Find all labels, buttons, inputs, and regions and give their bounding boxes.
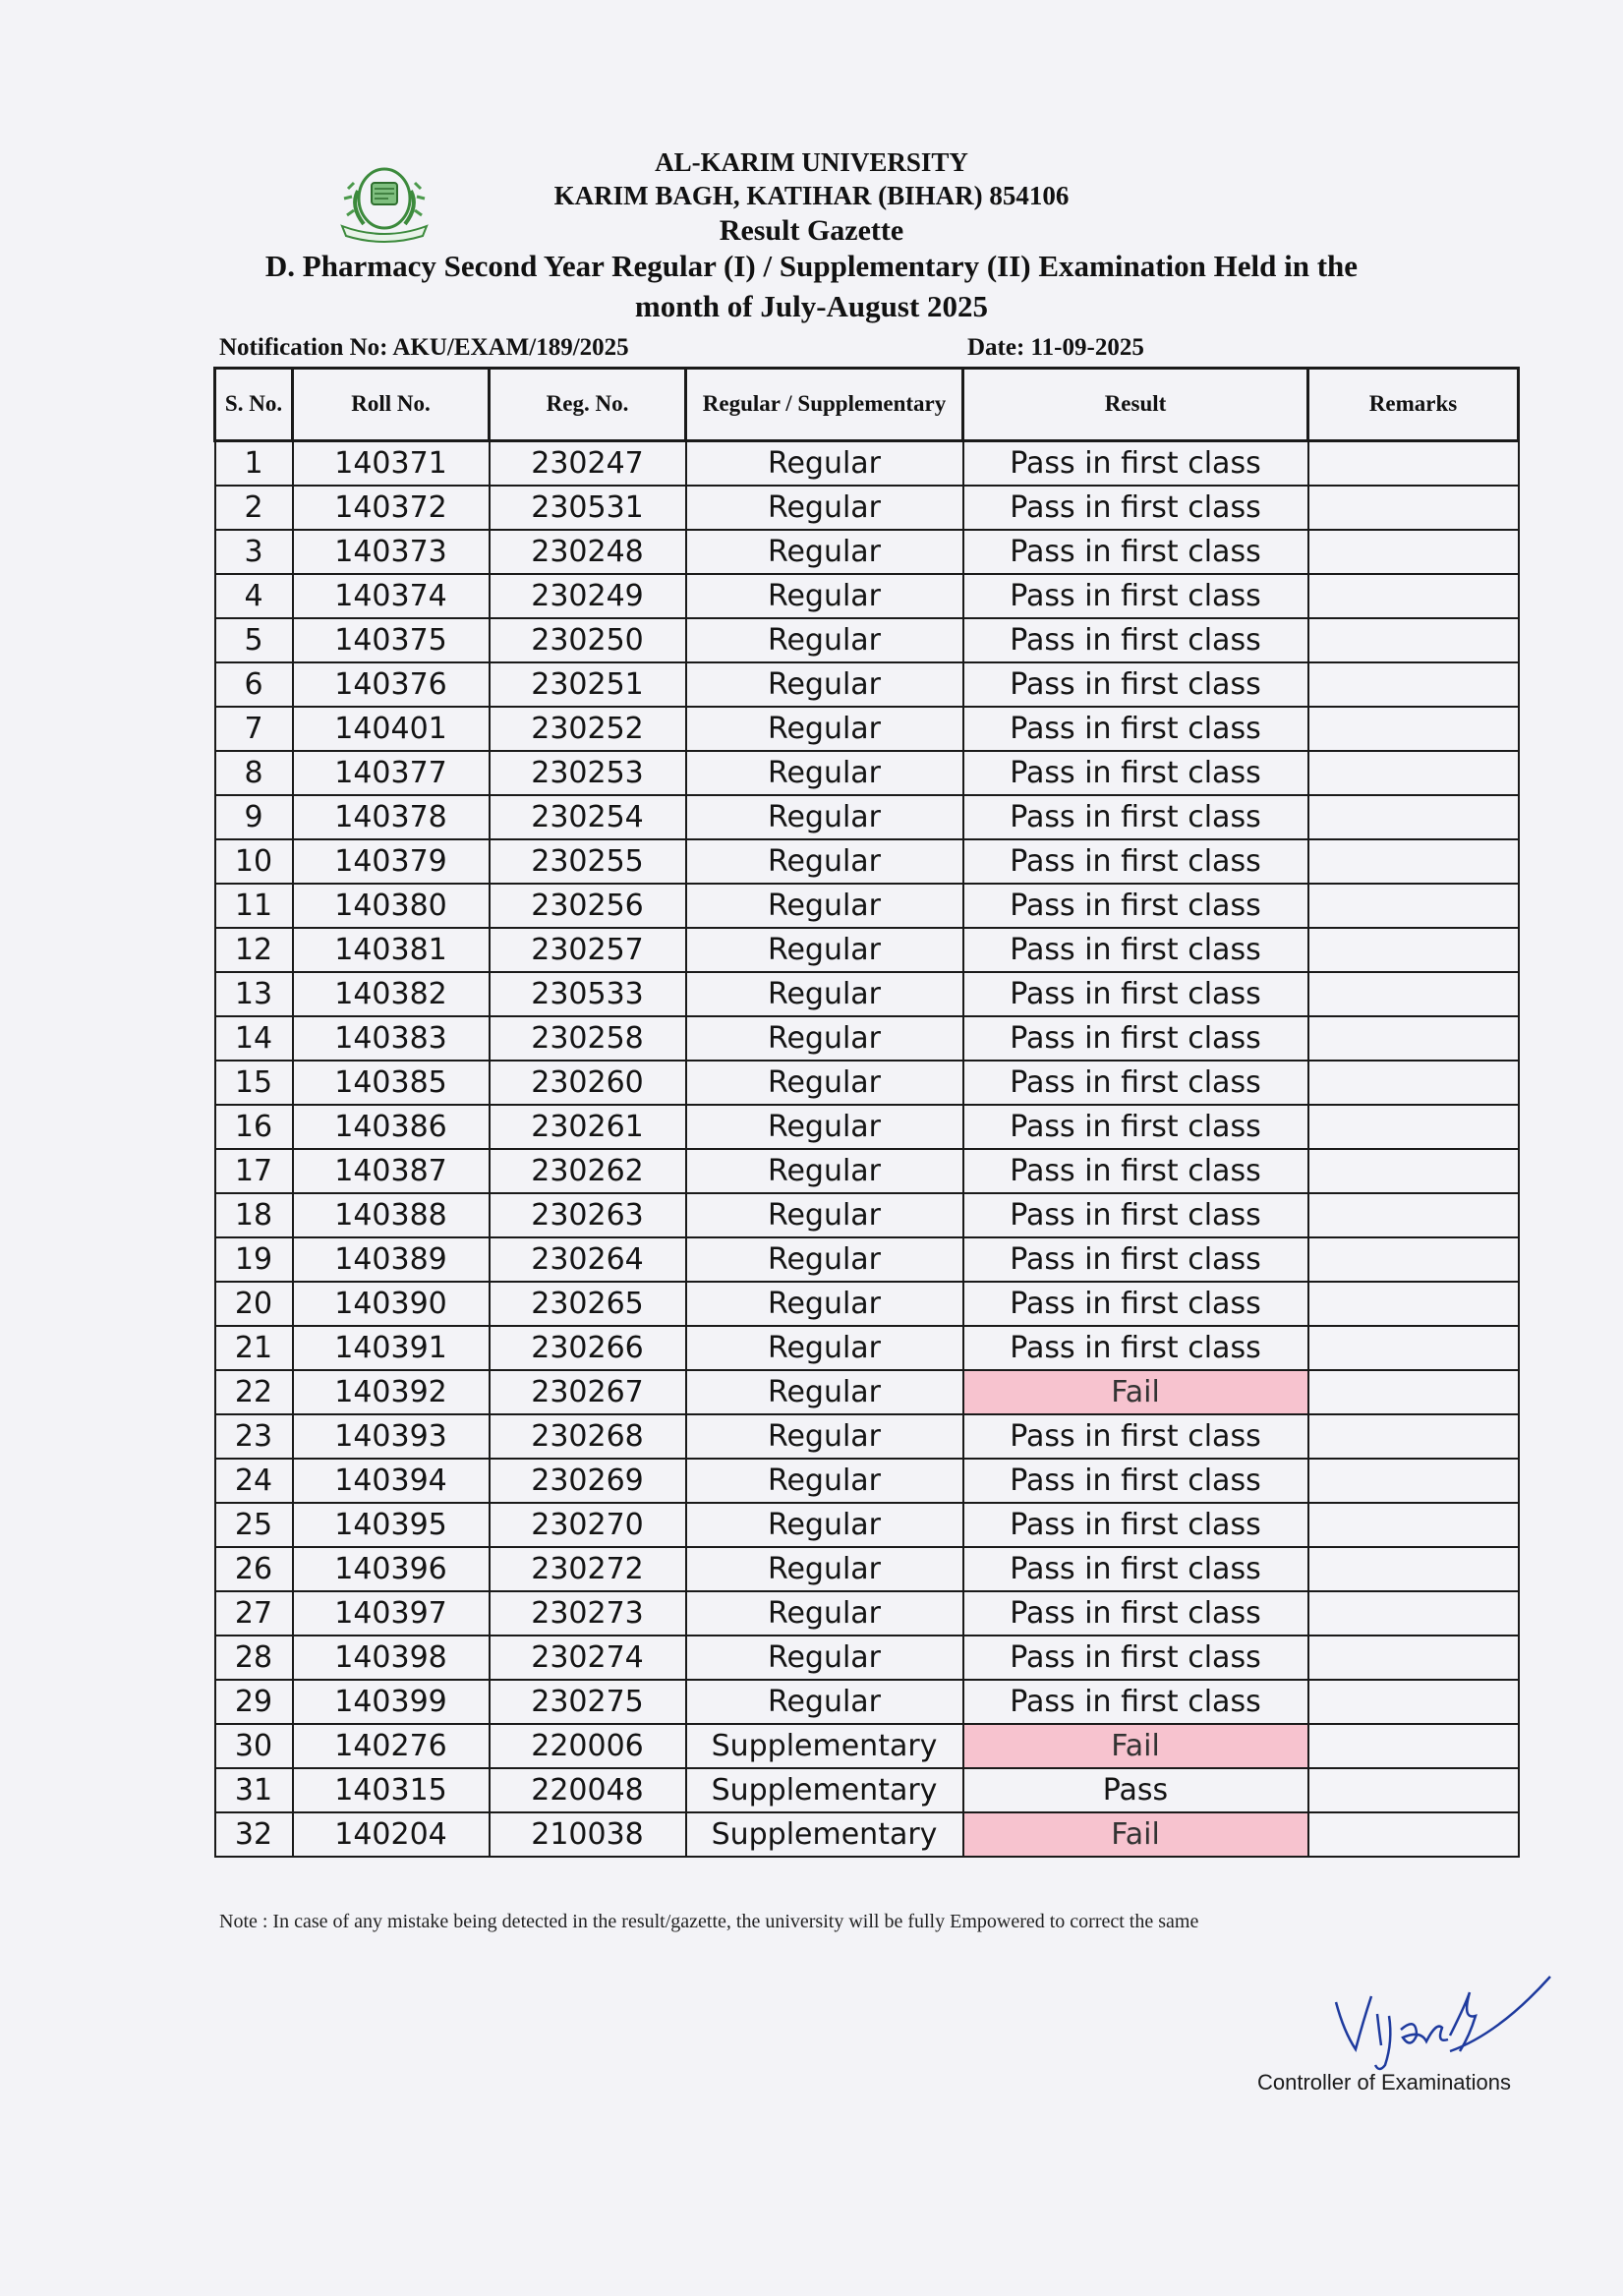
cell-exam-type: Regular (686, 1636, 963, 1680)
table-row (215, 1680, 1519, 1724)
cell-reg-no: 230263 (490, 1193, 686, 1237)
cell-sno: 14 (215, 1016, 293, 1061)
cell-sno: 29 (215, 1680, 293, 1724)
cell-reg-no: 230269 (490, 1459, 686, 1503)
cell-remarks (1308, 1547, 1519, 1591)
cell-exam-type: Regular (686, 1459, 963, 1503)
cell-reg-no: 230256 (490, 884, 686, 928)
cell-sno: 3 (215, 530, 293, 574)
cell-roll-no: 140399 (293, 1680, 490, 1724)
notification-date: Date: 11-09-2025 (967, 334, 1144, 361)
cell-remarks (1308, 1503, 1519, 1547)
cell-result: Pass in first class (963, 884, 1308, 928)
cell-remarks (1308, 486, 1519, 530)
column-header-roll: Roll No. (293, 369, 490, 441)
cell-roll-no: 140397 (293, 1591, 490, 1636)
cell-roll-no: 140379 (293, 839, 490, 884)
table-row (215, 972, 1519, 1016)
cell-result: Pass in first class (963, 1459, 1308, 1503)
cell-exam-type: Regular (686, 972, 963, 1016)
table-row (215, 1768, 1519, 1812)
results-table (213, 367, 1520, 1858)
cell-roll-no: 140394 (293, 1459, 490, 1503)
cell-exam-type: Regular (686, 1503, 963, 1547)
cell-sno: 25 (215, 1503, 293, 1547)
table-row (215, 441, 1519, 487)
cell-sno: 19 (215, 1237, 293, 1282)
cell-roll-no: 140375 (293, 618, 490, 662)
cell-result: Pass in first class (963, 1414, 1308, 1459)
cell-result: Pass in first class (963, 1591, 1308, 1636)
cell-result: Pass in first class (963, 1061, 1308, 1105)
table-row (215, 1282, 1519, 1326)
table-row (215, 1193, 1519, 1237)
cell-roll-no: 140276 (293, 1724, 490, 1768)
cell-exam-type: Regular (686, 795, 963, 839)
cell-reg-no: 230247 (490, 441, 686, 487)
cell-reg-no: 230261 (490, 1105, 686, 1149)
cell-result: Pass in first class (963, 972, 1308, 1016)
cell-remarks (1308, 795, 1519, 839)
table-row (215, 574, 1519, 618)
table-row (215, 1636, 1519, 1680)
column-header-sno: S. No. (215, 369, 293, 441)
cell-remarks (1308, 1105, 1519, 1149)
cell-result: Pass in first class (963, 1503, 1308, 1547)
cell-remarks (1308, 1636, 1519, 1680)
cell-roll-no: 140204 (293, 1812, 490, 1857)
cell-reg-no: 230268 (490, 1414, 686, 1459)
cell-remarks (1308, 1414, 1519, 1459)
table-row (215, 1326, 1519, 1370)
cell-reg-no: 230260 (490, 1061, 686, 1105)
cell-exam-type: Regular (686, 928, 963, 972)
cell-sno: 22 (215, 1370, 293, 1414)
cell-sno: 32 (215, 1812, 293, 1857)
cell-exam-type: Regular (686, 1061, 963, 1105)
cell-result: Pass (963, 1768, 1308, 1812)
cell-reg-no: 230248 (490, 530, 686, 574)
cell-sno: 5 (215, 618, 293, 662)
cell-exam-type: Regular (686, 1414, 963, 1459)
cell-reg-no: 230266 (490, 1326, 686, 1370)
cell-remarks (1308, 1591, 1519, 1636)
cell-sno: 27 (215, 1591, 293, 1636)
cell-reg-no: 230262 (490, 1149, 686, 1193)
cell-remarks (1308, 618, 1519, 662)
table-row (215, 884, 1519, 928)
cell-remarks (1308, 1812, 1519, 1857)
cell-sno: 23 (215, 1414, 293, 1459)
cell-exam-type: Regular (686, 1105, 963, 1149)
cell-result: Pass in first class (963, 751, 1308, 795)
cell-roll-no: 140396 (293, 1547, 490, 1591)
signatory-title: Controller of Examinations (1257, 2070, 1512, 2095)
table-row (215, 1591, 1519, 1636)
cell-reg-no: 230274 (490, 1636, 686, 1680)
cell-exam-type: Regular (686, 707, 963, 751)
cell-result: Pass in first class (963, 707, 1308, 751)
cell-remarks (1308, 530, 1519, 574)
cell-sno: 31 (215, 1768, 293, 1812)
cell-result: Pass in first class (963, 662, 1308, 707)
cell-result: Pass in first class (963, 618, 1308, 662)
cell-remarks (1308, 1016, 1519, 1061)
cell-remarks (1308, 574, 1519, 618)
cell-sno: 11 (215, 884, 293, 928)
cell-reg-no: 230272 (490, 1547, 686, 1591)
cell-exam-type: Regular (686, 441, 963, 487)
cell-result: Pass in first class (963, 1105, 1308, 1149)
cell-exam-type: Supplementary (686, 1768, 963, 1812)
cell-sno: 10 (215, 839, 293, 884)
column-header-type: Regular / Supplementary (686, 369, 963, 441)
cell-remarks (1308, 1061, 1519, 1105)
cell-roll-no: 140391 (293, 1326, 490, 1370)
cell-exam-type: Regular (686, 1016, 963, 1061)
cell-roll-no: 140382 (293, 972, 490, 1016)
cell-remarks (1308, 662, 1519, 707)
cell-result: Pass in first class (963, 486, 1308, 530)
table-row (215, 707, 1519, 751)
cell-exam-type: Regular (686, 662, 963, 707)
cell-reg-no: 230250 (490, 618, 686, 662)
table-row (215, 1503, 1519, 1547)
cell-remarks (1308, 1724, 1519, 1768)
notification-number: Notification No: AKU/EXAM/189/2025 (219, 334, 629, 361)
cell-reg-no: 220006 (490, 1724, 686, 1768)
cell-result: Pass in first class (963, 795, 1308, 839)
table-row (215, 795, 1519, 839)
cell-result: Pass in first class (963, 1149, 1308, 1193)
cell-roll-no: 140398 (293, 1636, 490, 1680)
cell-exam-type: Regular (686, 1680, 963, 1724)
cell-roll-no: 140376 (293, 662, 490, 707)
table-row (215, 530, 1519, 574)
cell-reg-no: 210038 (490, 1812, 686, 1857)
cell-sno: 17 (215, 1149, 293, 1193)
cell-reg-no: 230251 (490, 662, 686, 707)
cell-exam-type: Regular (686, 884, 963, 928)
cell-reg-no: 230275 (490, 1680, 686, 1724)
cell-sno: 4 (215, 574, 293, 618)
cell-roll-no: 140383 (293, 1016, 490, 1061)
cell-result: Pass in first class (963, 1680, 1308, 1724)
cell-remarks (1308, 928, 1519, 972)
cell-sno: 26 (215, 1547, 293, 1591)
column-header-remarks: Remarks (1308, 369, 1519, 441)
cell-roll-no: 140385 (293, 1061, 490, 1105)
cell-sno: 12 (215, 928, 293, 972)
cell-result: Pass in first class (963, 928, 1308, 972)
cell-remarks (1308, 972, 1519, 1016)
table-row (215, 486, 1519, 530)
exam-title-line2: month of July-August 2025 (634, 289, 989, 323)
cell-result: Pass in first class (963, 1237, 1308, 1282)
cell-roll-no: 140401 (293, 707, 490, 751)
table-row (215, 751, 1519, 795)
cell-sno: 13 (215, 972, 293, 1016)
cell-exam-type: Regular (686, 1370, 963, 1414)
cell-sno: 7 (215, 707, 293, 751)
cell-reg-no: 230258 (490, 1016, 686, 1061)
disclaimer-note: Note : In case of any mistake being detected in the result/gazette, the university will be fully Empowered to correct the same (219, 1911, 1199, 1932)
cell-result: Pass in first class (963, 1016, 1308, 1061)
cell-exam-type: Regular (686, 839, 963, 884)
cell-exam-type: Regular (686, 751, 963, 795)
table-row (215, 1149, 1519, 1193)
cell-result: Fail (963, 1812, 1308, 1857)
cell-remarks (1308, 884, 1519, 928)
cell-sno: 15 (215, 1061, 293, 1105)
cell-result: Pass in first class (963, 1636, 1308, 1680)
table-row (215, 1812, 1519, 1857)
cell-roll-no: 140395 (293, 1503, 490, 1547)
cell-exam-type: Regular (686, 1326, 963, 1370)
cell-exam-type: Regular (686, 486, 963, 530)
cell-exam-type: Regular (686, 1237, 963, 1282)
cell-remarks (1308, 707, 1519, 751)
table-row (215, 1414, 1519, 1459)
cell-remarks (1308, 1370, 1519, 1414)
cell-result: Pass in first class (963, 839, 1308, 884)
cell-reg-no: 230265 (490, 1282, 686, 1326)
cell-remarks (1308, 1459, 1519, 1503)
cell-roll-no: 140390 (293, 1282, 490, 1326)
cell-sno: 16 (215, 1105, 293, 1149)
cell-result: Pass in first class (963, 1282, 1308, 1326)
university-address: KARIM BAGH, KATIHAR (BIHAR) 854106 (553, 181, 1070, 210)
cell-reg-no: 230253 (490, 751, 686, 795)
cell-roll-no: 140380 (293, 884, 490, 928)
cell-remarks (1308, 751, 1519, 795)
table-row (215, 928, 1519, 972)
cell-sno: 1 (215, 441, 293, 487)
column-header-reg: Reg. No. (490, 369, 686, 441)
cell-result: Pass in first class (963, 1547, 1308, 1591)
table-row (215, 1237, 1519, 1282)
cell-result: Fail (963, 1370, 1308, 1414)
document-title: Result Gazette (719, 214, 904, 247)
cell-exam-type: Regular (686, 1591, 963, 1636)
table-row (215, 1016, 1519, 1061)
cell-roll-no: 140372 (293, 486, 490, 530)
cell-remarks (1308, 839, 1519, 884)
cell-reg-no: 220048 (490, 1768, 686, 1812)
cell-roll-no: 140387 (293, 1149, 490, 1193)
cell-remarks (1308, 1237, 1519, 1282)
cell-exam-type: Supplementary (686, 1724, 963, 1768)
cell-result: Pass in first class (963, 1326, 1308, 1370)
cell-roll-no: 140378 (293, 795, 490, 839)
table-row (215, 662, 1519, 707)
cell-sno: 2 (215, 486, 293, 530)
cell-roll-no: 140371 (293, 441, 490, 487)
cell-result: Pass in first class (963, 574, 1308, 618)
cell-remarks (1308, 1149, 1519, 1193)
cell-remarks (1308, 1768, 1519, 1812)
cell-reg-no: 230533 (490, 972, 686, 1016)
cell-exam-type: Regular (686, 618, 963, 662)
cell-roll-no: 140389 (293, 1237, 490, 1282)
cell-reg-no: 230255 (490, 839, 686, 884)
column-header-result: Result (963, 369, 1308, 441)
table-header-row (215, 369, 1519, 441)
table-row (215, 1061, 1519, 1105)
cell-result: Pass in first class (963, 441, 1308, 487)
cell-remarks (1308, 441, 1519, 487)
cell-reg-no: 230264 (490, 1237, 686, 1282)
cell-reg-no: 230254 (490, 795, 686, 839)
cell-remarks (1308, 1193, 1519, 1237)
cell-sno: 30 (215, 1724, 293, 1768)
cell-roll-no: 140381 (293, 928, 490, 972)
cell-result: Pass in first class (963, 1193, 1308, 1237)
cell-reg-no: 230252 (490, 707, 686, 751)
cell-sno: 24 (215, 1459, 293, 1503)
cell-exam-type: Regular (686, 530, 963, 574)
cell-exam-type: Supplementary (686, 1812, 963, 1857)
cell-exam-type: Regular (686, 1282, 963, 1326)
cell-roll-no: 140373 (293, 530, 490, 574)
cell-reg-no: 230270 (490, 1503, 686, 1547)
cell-sno: 21 (215, 1326, 293, 1370)
cell-reg-no: 230531 (490, 486, 686, 530)
cell-result: Pass in first class (963, 530, 1308, 574)
cell-roll-no: 140392 (293, 1370, 490, 1414)
cell-sno: 8 (215, 751, 293, 795)
cell-result: Fail (963, 1724, 1308, 1768)
cell-sno: 9 (215, 795, 293, 839)
cell-roll-no: 140374 (293, 574, 490, 618)
cell-exam-type: Regular (686, 1193, 963, 1237)
cell-roll-no: 140393 (293, 1414, 490, 1459)
university-name: AL-KARIM UNIVERSITY (655, 147, 968, 177)
cell-exam-type: Regular (686, 1547, 963, 1591)
cell-exam-type: Regular (686, 574, 963, 618)
cell-sno: 18 (215, 1193, 293, 1237)
table-row (215, 1105, 1519, 1149)
table-row (215, 839, 1519, 884)
table-row (215, 1459, 1519, 1503)
cell-exam-type: Regular (686, 1149, 963, 1193)
cell-roll-no: 140315 (293, 1768, 490, 1812)
cell-reg-no: 230249 (490, 574, 686, 618)
table-row (215, 1547, 1519, 1591)
cell-reg-no: 230267 (490, 1370, 686, 1414)
cell-roll-no: 140388 (293, 1193, 490, 1237)
cell-roll-no: 140386 (293, 1105, 490, 1149)
cell-reg-no: 230257 (490, 928, 686, 972)
table-row (215, 1370, 1519, 1414)
cell-reg-no: 230273 (490, 1591, 686, 1636)
cell-remarks (1308, 1326, 1519, 1370)
exam-title-line1: D. Pharmacy Second Year Regular (I) / Supplementary (II) Examination Held in the (264, 249, 1359, 283)
cell-sno: 6 (215, 662, 293, 707)
cell-sno: 20 (215, 1282, 293, 1326)
cell-remarks (1308, 1282, 1519, 1326)
cell-sno: 28 (215, 1636, 293, 1680)
table-row (215, 618, 1519, 662)
signature-icon (1322, 1971, 1558, 2079)
cell-remarks (1308, 1680, 1519, 1724)
cell-roll-no: 140377 (293, 751, 490, 795)
table-row (215, 1724, 1519, 1768)
